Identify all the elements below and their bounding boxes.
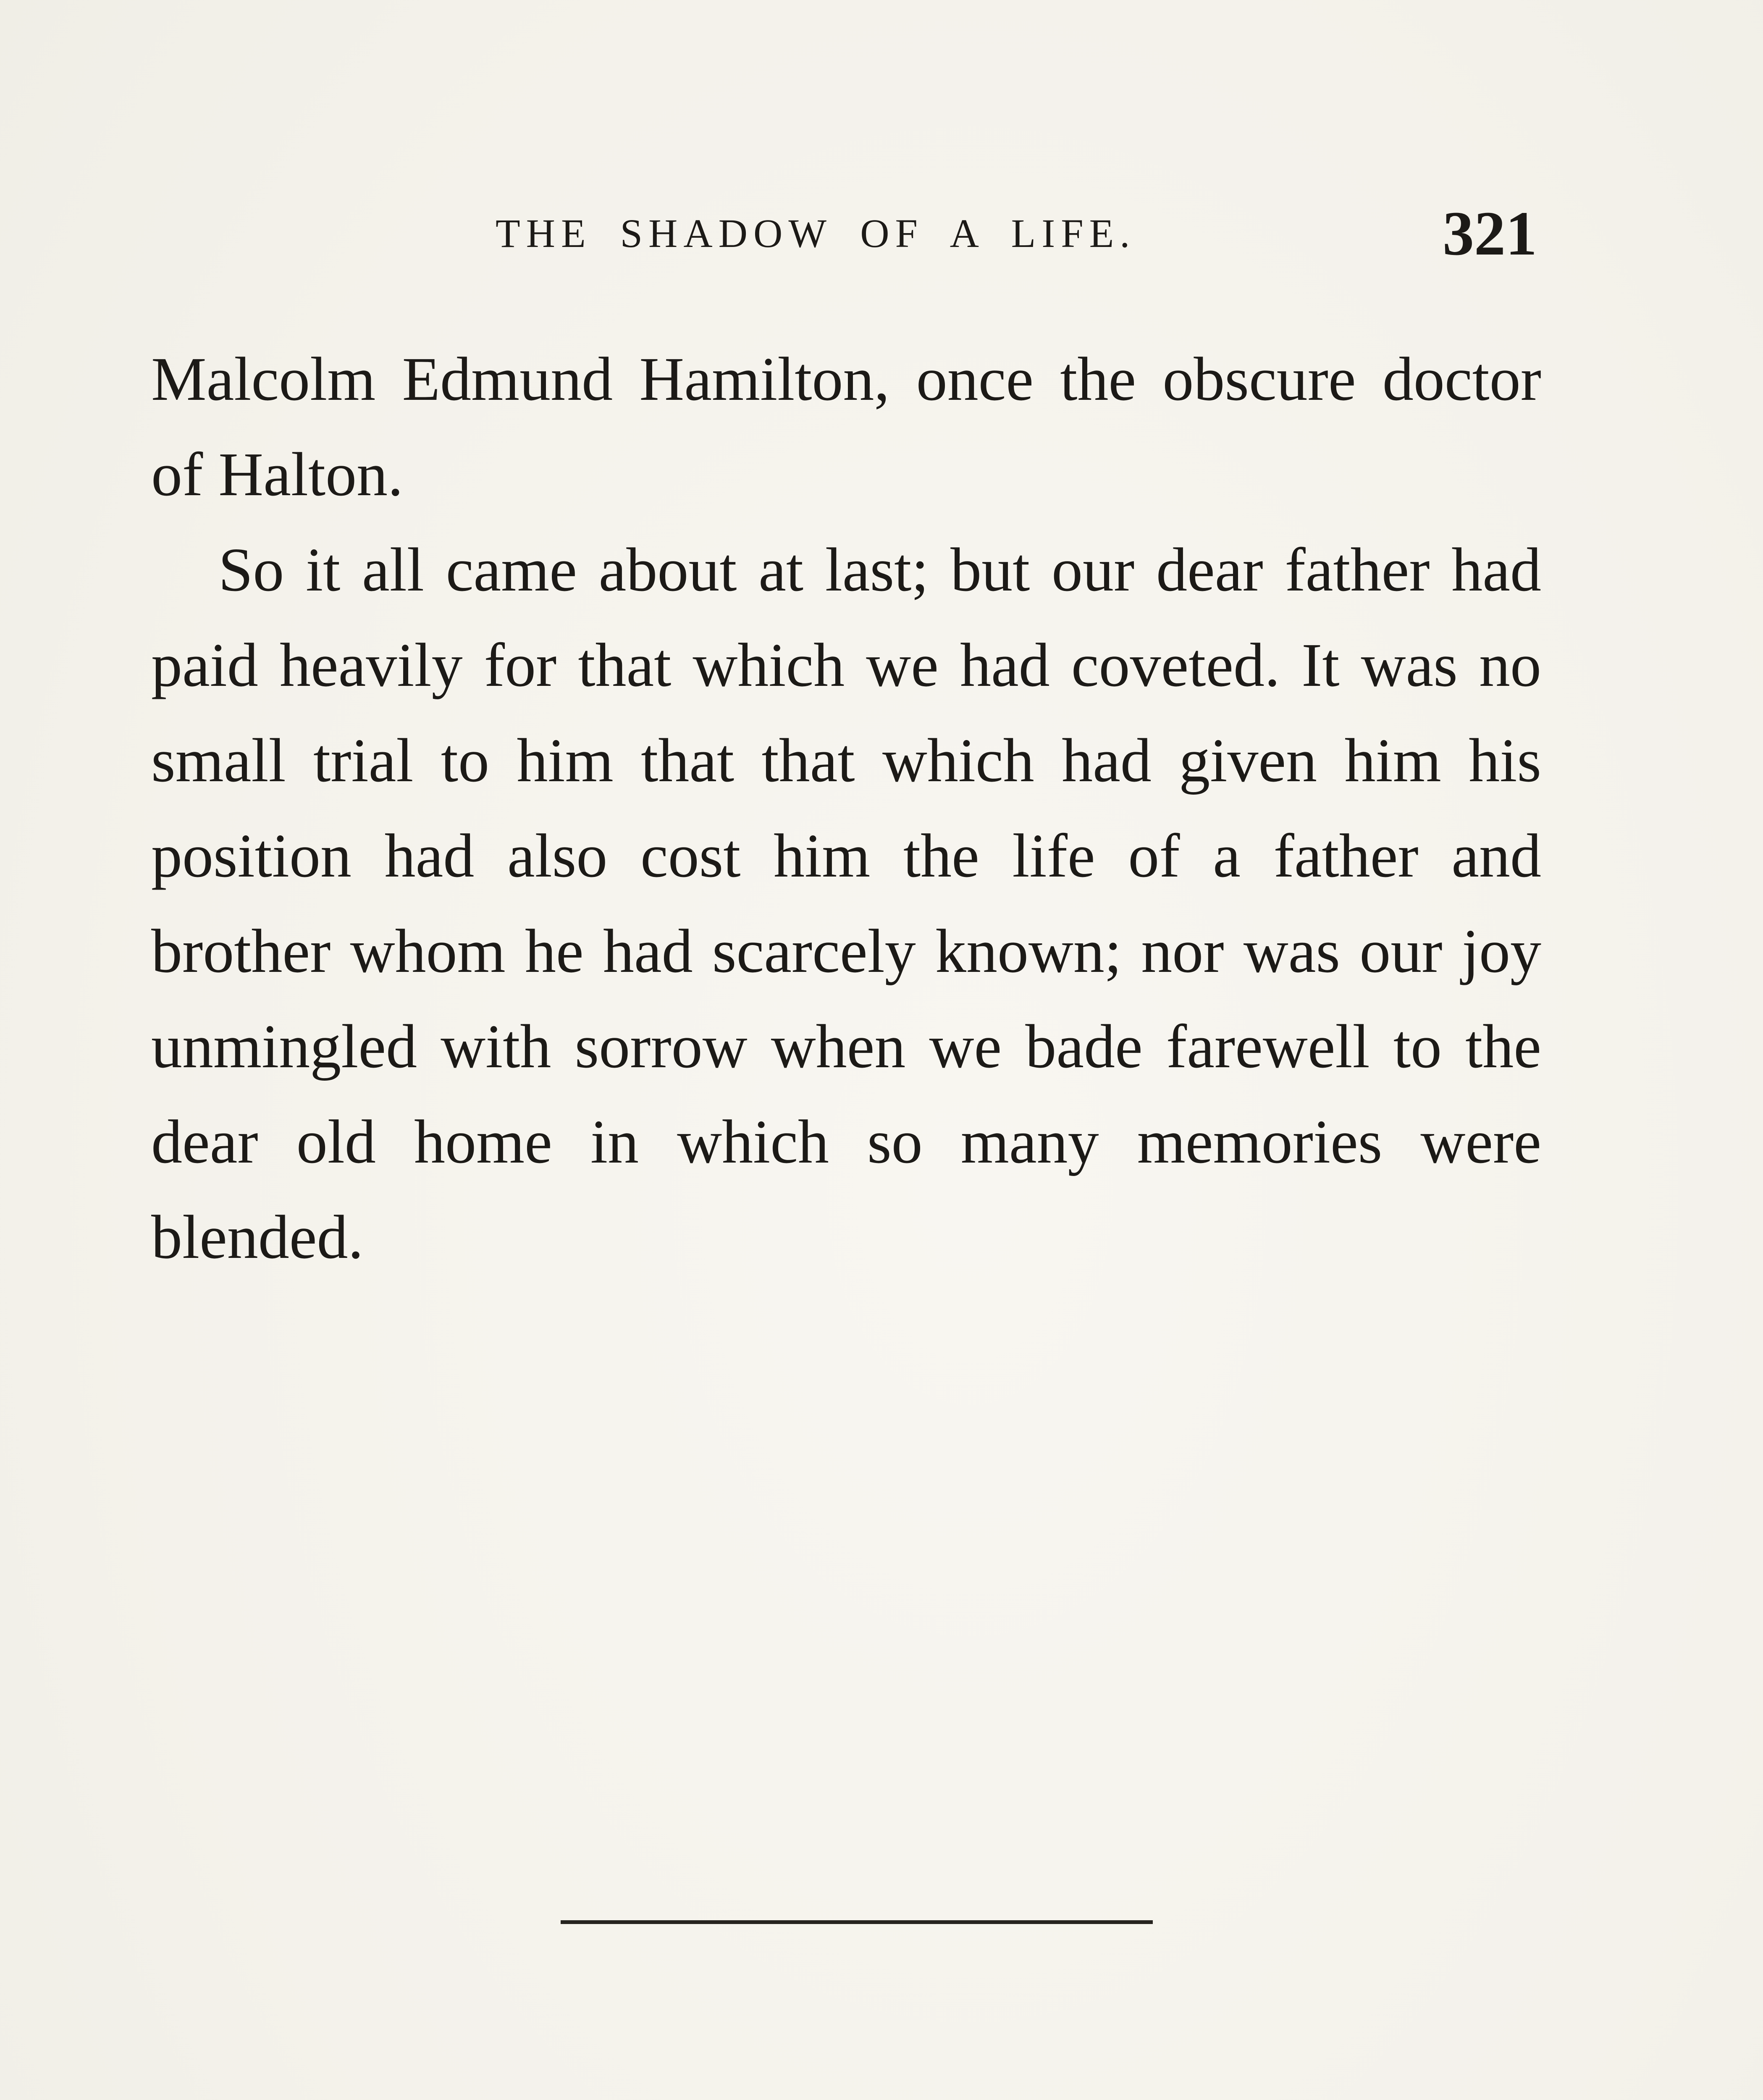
paragraph: So it all came about at last; but our dear father had paid heavily for that which we had coveted. It was no small trial to him that that which had given him his position had also cost him the life of a father and brother whom he had scarcely known; nor was our joy unmingled with sorrow when we bade farewell to the dear old home in which so many memories were blended. [151,536,1541,1272]
paragraph-continuation: Malcolm Edmund Hamilton, once the obscure doctor of Halton. [151,345,1541,509]
body-text [151,332,1541,1285]
page-number: 321 [1443,199,1537,268]
running-head [151,197,1537,268]
chapter-end-rule [561,1920,1153,1924]
running-title: THE SHADOW OF A LIFE. [496,211,1136,256]
